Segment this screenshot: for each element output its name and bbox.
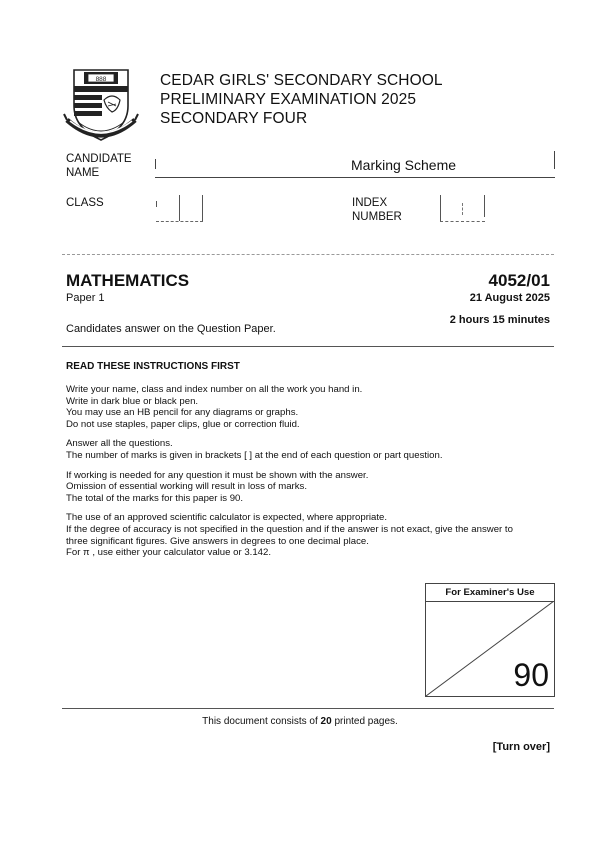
- exam-title: PRELIMINARY EXAMINATION 2025: [160, 91, 417, 108]
- exam-level: SECONDARY FOUR: [160, 110, 308, 127]
- instruction-line: The number of marks is given in brackets [ ] at the end of each question or part question.: [66, 449, 443, 461]
- svg-text:888: 888: [95, 76, 107, 83]
- instruction-line: The total of the marks for this paper is 90.: [66, 492, 244, 504]
- page-count-note: This document consists of 20 printed pages.: [202, 716, 398, 727]
- candidate-name-field[interactable]: [155, 151, 555, 178]
- exam-duration: 2 hours 15 minutes: [449, 314, 550, 326]
- header-divider: [62, 254, 554, 255]
- subject-divider: [62, 346, 554, 347]
- examiners-use-box: [425, 583, 555, 697]
- instruction-line: If working is needed for any question it must be shown with the answer.: [66, 469, 369, 481]
- instructions-body: [66, 384, 536, 559]
- class-field[interactable]: [156, 195, 203, 222]
- total-marks: 90: [513, 657, 549, 693]
- instruction-line: Write your name, class and index number on all the work you hand in.: [66, 384, 363, 395]
- instruction-line: For π , use either your calculator value or 3.142.: [66, 547, 271, 559]
- paper-number: Paper 1: [66, 292, 105, 304]
- answer-note: Candidates answer on the Question Paper.: [66, 323, 276, 335]
- subject-title: MATHEMATICS: [66, 271, 190, 290]
- instruction-line: Do not use staples, paper clips, glue or correction fluid.: [66, 418, 300, 430]
- index-number-label: INDEX NUMBER: [352, 197, 402, 223]
- instruction-line: Answer all the questions.: [66, 438, 173, 450]
- school-name: CEDAR GIRLS' SECONDARY SCHOOL: [160, 72, 443, 89]
- instruction-line: Write in dark blue or black pen.: [66, 395, 199, 407]
- instruction-line: The use of an approved scientific calculator is expected, where appropriate.: [66, 512, 388, 524]
- examiners-use-title: For Examiner's Use: [445, 587, 535, 598]
- candidate-name-label: CANDIDATE NAME: [66, 153, 132, 179]
- footer-divider: [62, 708, 554, 709]
- instruction-line: Omission of essential working will result in loss of marks.: [66, 481, 307, 493]
- instruction-line: You may use an HB pencil for any diagrams or graphs.: [66, 407, 299, 419]
- turn-over-note: [Turn over]: [492, 741, 550, 753]
- instructions-heading: READ THESE INSTRUCTIONS FIRST: [66, 361, 240, 372]
- paper-code: 4052/01: [488, 271, 550, 290]
- exam-date: 21 August 2025: [469, 292, 550, 304]
- instruction-line: three significant figures. Give answers in degrees to one decimal place.: [66, 535, 369, 547]
- candidate-name-value: Marking Scheme: [351, 157, 457, 173]
- instruction-line: If the degree of accuracy is not specified in the question and if the answer is not exact, give the answer to: [66, 523, 513, 535]
- class-label: CLASS: [66, 197, 104, 209]
- index-number-field[interactable]: [440, 195, 485, 222]
- school-crest-logo: [62, 62, 140, 146]
